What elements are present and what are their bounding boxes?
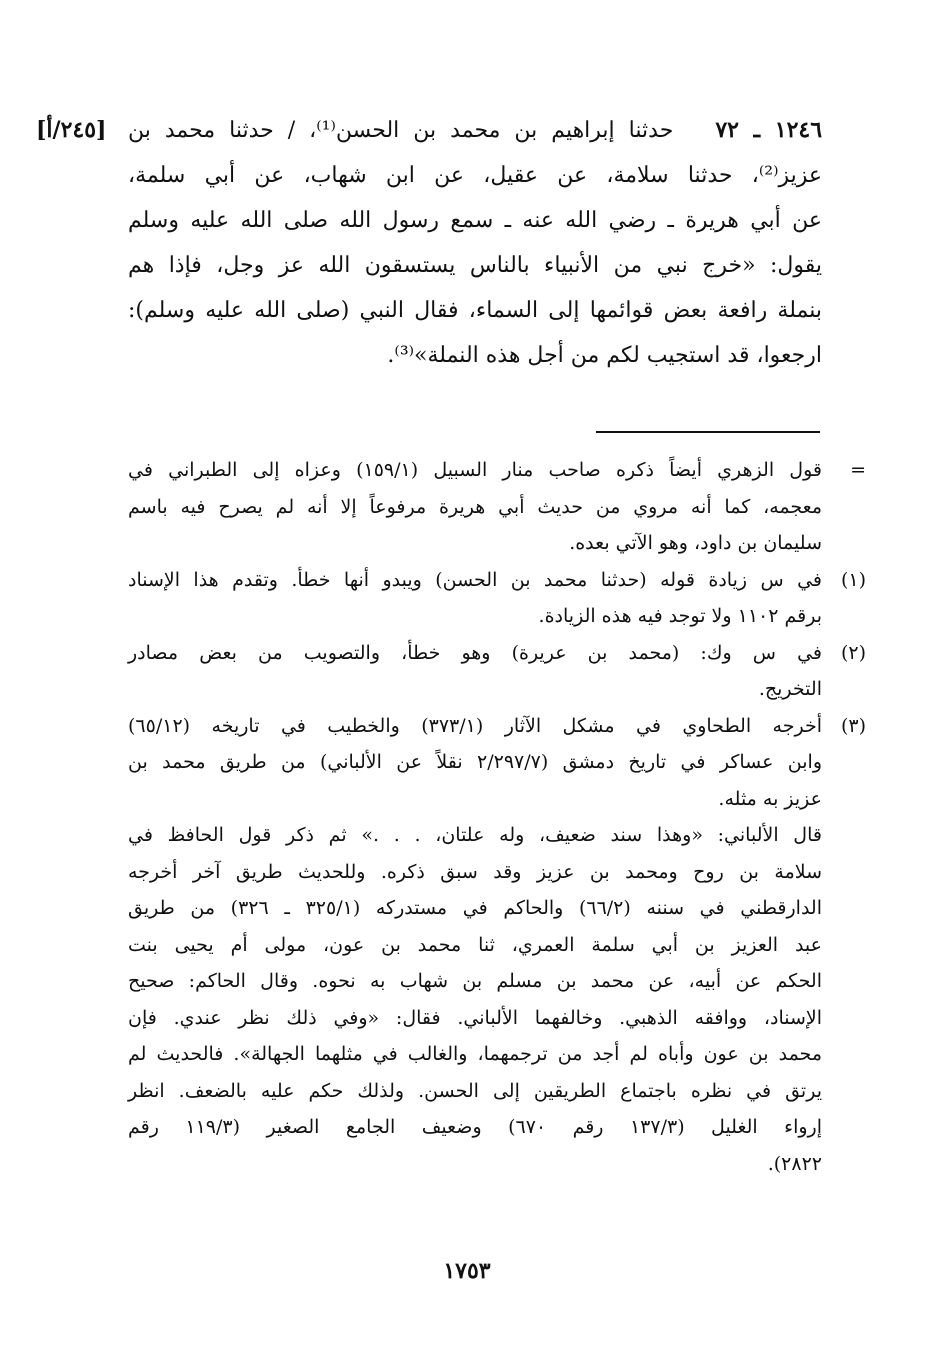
manuscript-folio-marker: [٢٤٥/أ] [36, 117, 107, 143]
hadith-line: عزيز⁽²⁾، حدثنا سلامة، عن عقيل، عن ابن شهاب، عن أبي سلمة، [128, 163, 822, 188]
footnote-line: الحكم عن أبيه، عن محمد بن مسلم بن شهاب به نحوه. وقال الحاكم: صحيح [128, 970, 822, 992]
footnote-line: قول الزهري أيضاً ذكره صاحب منار السبيل (١٥٩/١) وعزاه إلى الطبراني في [128, 459, 822, 481]
hadith-line [128, 108, 822, 153]
footnote-line: معجمه، كما أنه مروي من حديث أبي هريرة مرفوعاً إلا أنه لم يصرح فيه باسم [128, 495, 822, 518]
hadith-line-text: حدثنا إبراهيم بن محمد بن الحسن⁽¹⁾، / حدثنا محمد بن [128, 118, 674, 143]
footnote-line: الدارقطني في سننه (٦٦/٢) والحاكم في مستدركه (٣٢٥/١ ـ ٣٢٦) من طريق [128, 897, 822, 919]
footnote-line: في س وك: (محمد بن عريرة) وهو خطأ، والتصويب من بعض مصادر [128, 641, 822, 664]
footnote-line: التخريج. [758, 678, 822, 700]
footnote-separator [596, 431, 820, 433]
footnote-line: أخرجه الطحاوي في مشكل الآثار (٣٧٣/١) والخطيب في تاريخه (٦٥/١٢) [128, 714, 822, 737]
hadith-line: بنملة رافعة بعض قوائمها إلى السماء، فقال النبي (صلى الله عليه وسلم): [128, 298, 822, 323]
footnote-line: قال الألباني: «وهذا سند ضعيف، وله علتان، . . .» ثم ذكر قول الحافظ في [128, 824, 822, 846]
footnote-mark: (٢) [840, 641, 866, 664]
footnotes [128, 452, 866, 1182]
footnote-line: عزيز به مثله. [718, 787, 822, 810]
hadith-body [128, 108, 822, 378]
hadith-line: يقول: «خرج نبي من الأنبياء بالناس يستسقون الله عز وجل، فإذا هم [128, 253, 822, 278]
footnote-line: إرواء الغليل (١٣٧/٣ رقم ٦٧٠) وضعيف الجامع الصغير (١١٩/٣ رقم [128, 1116, 823, 1138]
footnote-continuation [128, 452, 866, 562]
hadith-number: ١٢٤٦ ـ ٧٢ [715, 117, 823, 143]
footnote-line: محمد بن عون وأباه لم أجد من ترجمهما، والغالب في مثلهما الجهالة». فالحديث لم [128, 1043, 822, 1065]
footnote-line: في س زيادة قوله (حدثنا محمد بن الحسن) ويبدو أنها خطأ. وتقدم هذا الإسناد [128, 568, 822, 591]
footnote-line: وابن عساكر في تاريخ دمشق (٢/٢٩٧/٧ نقلاً عن الألباني) من طريق محمد بن [128, 751, 822, 773]
footnote-1 [128, 562, 866, 635]
footnote-line: يرتق في نظره باجتماع الطريقين إلى الحسن. ولذلك حكم عليه بالضعف. انظر [128, 1079, 822, 1102]
footnote-mark: = [850, 459, 866, 481]
footnote-2 [128, 635, 866, 708]
hadith-line: عن أبي هريرة ـ رضي الله عنه ـ سمع رسول الله صلى الله عليه وسلم [128, 208, 822, 233]
footnote-mark: (١) [840, 568, 866, 591]
footnote-mark: (٣) [840, 714, 866, 737]
footnote-line: ٢٨٢٢). [767, 1152, 822, 1175]
footnote-line: سليمان بن داود، وهو الآتي بعده. [569, 532, 822, 554]
footnote-line: برقم ١١٠٢ ولا توجد فيه هذه الزيادة. [538, 605, 822, 627]
footnote-line: الإسناد، ووافقه الذهبي. وخالفهما الألباني. فقال: «وفي ذلك نظر عندي. فإن [128, 1006, 822, 1029]
footnote-line: سلامة بن روح ومحمد بن عزيز وقد سبق ذكره. وللحديث طريق آخر أخرجه [128, 860, 822, 883]
footnote-line: عبد العزيز بن أبي سلمة العمري، ثنا محمد بن عون، مولى أم يحيى بنت [128, 933, 822, 956]
page-number: ١٧٥٣ [443, 1258, 491, 1284]
hadith-line: ارجعوا، قد استجيب لكم من أجل هذه النملة»⁽³⁾. [387, 343, 822, 368]
footnote-3 [128, 708, 866, 1183]
